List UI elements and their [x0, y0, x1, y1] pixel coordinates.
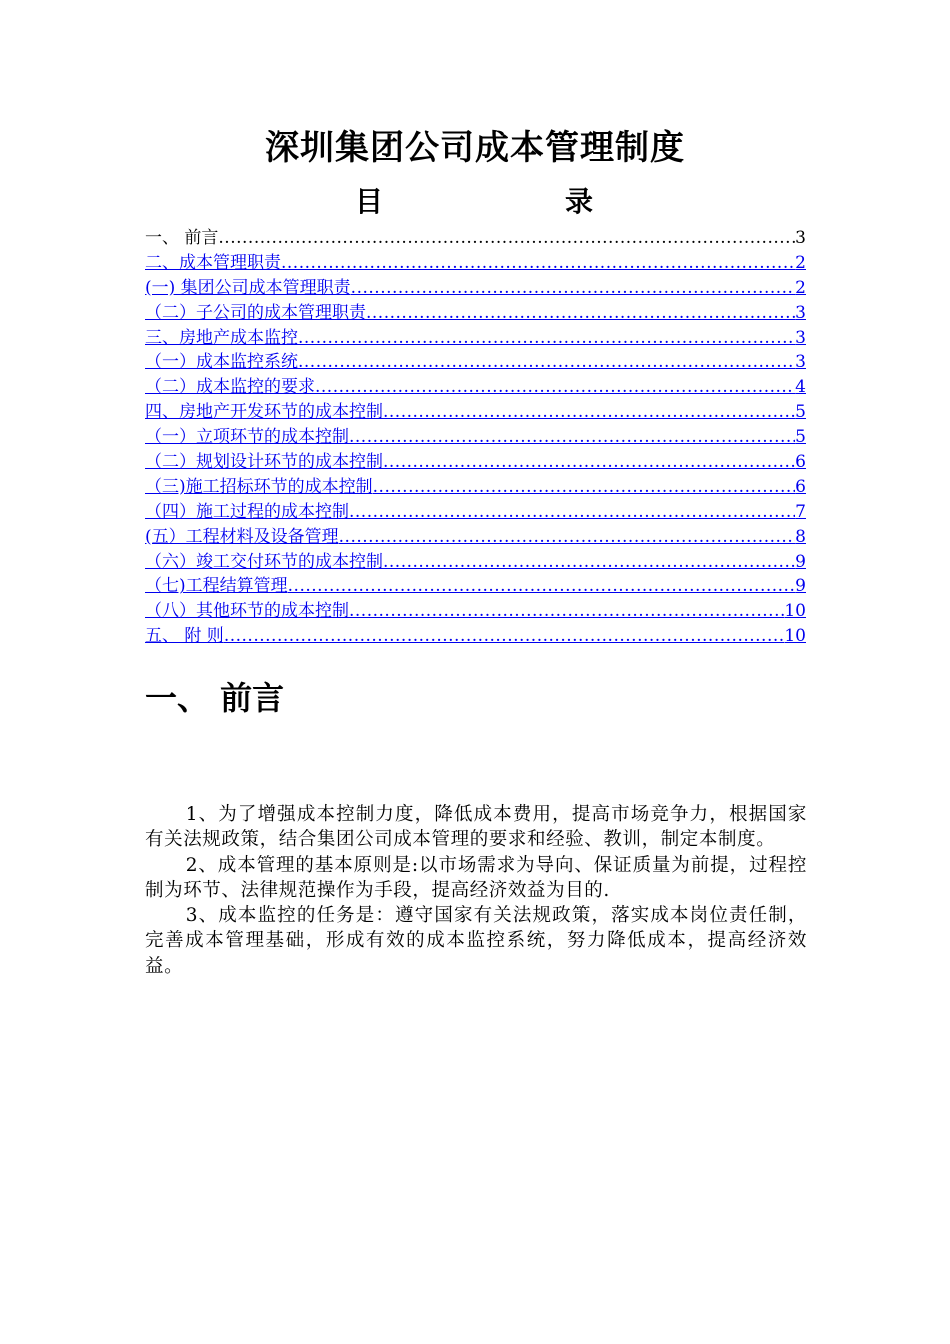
toc-entry-page: 3 — [795, 327, 806, 348]
toc-entry[interactable] — [145, 251, 806, 276]
toc-entry[interactable] — [145, 450, 806, 475]
toc-entry[interactable] — [145, 400, 806, 425]
toc-entry-page: 3 — [795, 352, 806, 373]
toc-entry-page: 6 — [795, 452, 806, 473]
toc-entry[interactable] — [145, 550, 806, 575]
toc-entry[interactable] — [145, 574, 806, 599]
toc-leader-dots — [351, 276, 796, 301]
toc-entry-label: （二）子公司的成本管理职责 — [145, 302, 366, 323]
toc-leader-dots — [349, 599, 784, 624]
toc-heading-right: 录 — [565, 185, 594, 218]
toc-entry-label: （一）成本监控系统 — [145, 352, 298, 373]
toc-entry-page: 8 — [795, 526, 806, 547]
toc-entry-label: 四、房地产开发环节的成本控制 — [145, 402, 383, 423]
toc-entry[interactable] — [145, 276, 806, 301]
toc-leader-dots — [298, 326, 795, 351]
table-of-contents — [145, 226, 806, 649]
toc-entry-label: （二）成本监控的要求 — [145, 377, 315, 398]
paragraph: 2、成本管理的基本原则是:以市场需求为导向、保证质量为前提，过程控制为环节、法律规范操作为手段，提高经济效益为目的. — [145, 854, 807, 901]
toc-leader-dots — [218, 226, 795, 251]
toc-entry[interactable] — [145, 425, 806, 450]
toc-entry-label: （六）竣工交付环节的成本控制 — [145, 551, 383, 572]
toc-entry-page: 2 — [795, 252, 806, 273]
toc-entry-label: （八）其他环节的成本控制 — [145, 601, 349, 622]
toc-heading-left: 目 — [355, 185, 384, 218]
toc-leader-dots — [315, 375, 795, 400]
toc-entry-label: （一）立项环节的成本控制 — [145, 427, 349, 448]
toc-entry-page: 10 — [784, 626, 806, 647]
toc-entry-label: （七)工程结算管理 — [145, 576, 288, 597]
toc-entry-page: 4 — [795, 377, 806, 398]
toc-leader-dots — [383, 400, 795, 425]
toc-leader-dots — [373, 475, 796, 500]
toc-entry[interactable] — [145, 475, 806, 500]
toc-entry[interactable] — [145, 500, 806, 525]
toc-entry[interactable] — [145, 301, 806, 326]
toc-heading — [0, 180, 950, 220]
toc-leader-dots — [349, 500, 795, 525]
toc-entry-label: 三、房地产成本监控 — [145, 327, 298, 348]
paragraph: 3、成本监控的任务是：遵守国家有关法规政策，落实成本岗位责任制，完善成本管理基础，形成有效的成本监控系统，努力降低成本，提高经济效益。 — [145, 905, 807, 977]
toc-entry-page: 3 — [795, 302, 806, 323]
toc-entry-label: (一) 集团公司成本管理职责 — [145, 277, 351, 298]
paragraph: 1、为了增强成本控制力度，降低成本费用，提高市场竞争力，根据国家有关法规政策，结合集团公司成本管理的要求和经验、教训，制定本制度。 — [145, 804, 807, 851]
toc-leader-dots — [349, 425, 795, 450]
toc-leader-dots — [288, 574, 796, 599]
toc-entry-label: （二）规划设计环节的成本控制 — [145, 452, 383, 473]
toc-entry-page: 3 — [795, 228, 806, 248]
toc-entry-page: 10 — [784, 601, 806, 622]
toc-entry-page: 5 — [795, 427, 806, 448]
toc-entry-page: 9 — [795, 576, 806, 597]
toc-entry-page: 5 — [795, 402, 806, 423]
toc-entry-label: （四）施工过程的成本控制 — [145, 501, 349, 522]
toc-leader-dots — [383, 550, 795, 575]
section-body — [145, 802, 807, 979]
toc-entry-label: 五、 附 则 — [145, 626, 224, 647]
toc-entry-page: 6 — [795, 476, 806, 497]
toc-entry[interactable] — [145, 624, 806, 649]
toc-leader-dots — [366, 301, 795, 326]
toc-entry-label: 一、 前言 — [145, 228, 219, 248]
toc-entry-page: 2 — [795, 277, 806, 298]
toc-entry[interactable] — [145, 350, 806, 375]
toc-leader-dots — [281, 251, 795, 276]
toc-entry[interactable] — [145, 525, 806, 550]
toc-entry[interactable] — [145, 375, 806, 400]
toc-leader-dots — [224, 624, 785, 649]
document-title: 深圳集团公司成本管理制度 — [265, 128, 685, 168]
toc-entry[interactable] — [145, 326, 806, 351]
toc-leader-dots — [339, 525, 796, 550]
toc-leader-dots — [383, 450, 795, 475]
toc-entry-label: （三)施工招标环节的成本控制 — [145, 476, 373, 497]
toc-entry — [145, 226, 806, 251]
toc-leader-dots — [298, 350, 795, 375]
section-heading: 一、 前言 — [145, 679, 285, 717]
toc-entry-page: 7 — [795, 501, 806, 522]
toc-entry-page: 9 — [795, 551, 806, 572]
toc-entry-label: 二、成本管理职责 — [145, 252, 281, 273]
toc-entry[interactable] — [145, 599, 806, 624]
toc-entry-label: (五）工程材料及设备管理 — [145, 526, 339, 547]
